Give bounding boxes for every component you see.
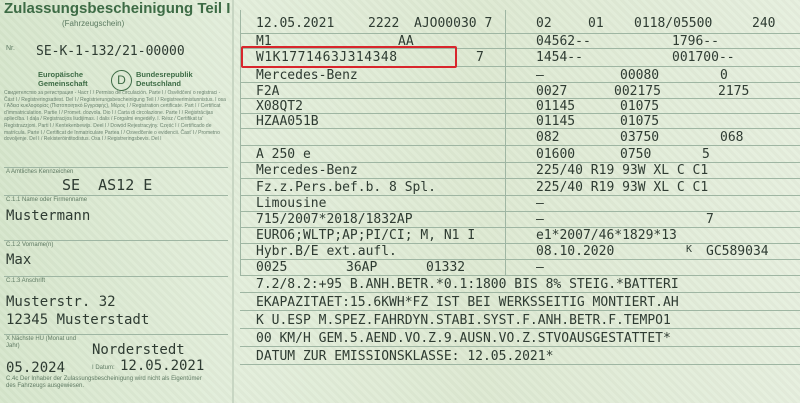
eu-label-right: Bundesrepublik Deutschland bbox=[136, 70, 193, 88]
field-k-type-number: GC589034 bbox=[706, 244, 769, 259]
issue-place: Norderstedt bbox=[92, 342, 185, 358]
grid-line bbox=[240, 113, 800, 114]
date-label: I Datum: bbox=[92, 365, 115, 371]
field-r-empty-2: – bbox=[536, 196, 544, 211]
field-b-first-registration: 12.05.2021 bbox=[256, 16, 335, 31]
multilingual-fine-print: Свидетелство за регистрация - Част I / Permiso de circulación. Parte I / Osvědčení o registraci - Část I / Registreringsattest. Del I / Registrierungsbescheinigung Teil I / Registreerimistunnistus. I osa / Άδεια κυκλοφορίας (Πιστοποιητικό Εγγραφής), Μέρος I / Registration certificate. Part I / Certificat d'immatriculation. Partie I / Promet. dozvola. Dio I / Carta di circolazione. Parte I / Reģistrācijas apliecība. I daļa / Registracijos liudijimas. I dalis / Forgalmi engedély. I. Rész / Certifikat ta' Registrazzjoni. Parti I / Kentekenbewijs. Deel I / Dowód Rejestracyjny. Część I / Certificado de matrícula. Parte I / Certificat de înmatriculare Partea I / Osvedčenie o evidencii. Časť I / Prometno dovoljenje. Del I / Rekisteröintitodistus. Osa I / Registreringsbevis. Del I bbox=[4, 90, 226, 143]
grid-line bbox=[240, 128, 800, 129]
field-tire-rear: 225/40 R19 93W XL C C1 bbox=[536, 180, 709, 195]
field-2-1-manufacturer-code: 2222 bbox=[368, 16, 400, 31]
license-plate: SE AS12 E bbox=[62, 176, 153, 194]
field-approval-date: 08.10.2020 bbox=[536, 244, 615, 259]
next-inspection: 05.2024 bbox=[6, 360, 66, 376]
eu-label-left: Europäische Gemeinschaft bbox=[38, 70, 88, 88]
owner-firstname: Max bbox=[6, 252, 32, 268]
field-d2-variant: X08QT2 bbox=[256, 99, 303, 114]
divider bbox=[4, 195, 228, 196]
firstname-label: C.1.2 Vorname(n) bbox=[6, 242, 54, 248]
divider bbox=[4, 167, 228, 168]
field-r-14: 01075 bbox=[620, 99, 660, 114]
field-e-vin: W1K1771463J314348 bbox=[256, 50, 398, 65]
remarks-line-3: K U.ESP M.SPEZ.FAHRDYN.STABI.SYST.F.ANH.BETR.F.TEMPO1 bbox=[256, 313, 671, 328]
field-r-axles: 02 bbox=[536, 16, 552, 31]
field-d2-type: F2A bbox=[256, 84, 280, 99]
field-r-22: 5 bbox=[702, 147, 710, 162]
field-r-19: 068 bbox=[720, 130, 744, 145]
grid-line bbox=[240, 364, 800, 365]
owner-note: C.4c Der Inhaber der Zulassungsbescheinigung wird nicht als Eigentümer des Fahrzeugs ausgewiesen. bbox=[6, 376, 202, 389]
field-r-9: 0 bbox=[720, 68, 728, 83]
field-g-mass-2: 1796-- bbox=[672, 34, 719, 49]
field-f3-mass: 001700-- bbox=[672, 50, 735, 65]
address-street: Musterstr. 32 bbox=[6, 294, 116, 310]
field-r-16: 01075 bbox=[620, 114, 660, 129]
divider bbox=[4, 240, 228, 241]
remarks-line-1: 7.2/8.2:+95 B.ANH.BETR.*0.1:1800 BIS 8% STEIG.*BATTERI bbox=[256, 277, 679, 292]
issue-date: 12.05.2021 bbox=[120, 358, 205, 374]
field-r-13: 01145 bbox=[536, 99, 576, 114]
grid-line bbox=[240, 328, 800, 329]
grid-line bbox=[240, 346, 800, 347]
field-r-15: 01145 bbox=[536, 114, 576, 129]
divider bbox=[4, 276, 228, 277]
field-j-vehicle-class: M1 bbox=[256, 34, 272, 49]
field-r-18: 03750 bbox=[620, 130, 660, 145]
field-r-10: 0027 bbox=[536, 84, 568, 99]
field-k-label: K bbox=[686, 244, 693, 255]
field-5-vehicle-type: Fz.z.Pers.bef.b. 8 Spl. bbox=[256, 180, 437, 195]
field-r-11: 002175 bbox=[614, 84, 661, 99]
grid-line bbox=[240, 178, 800, 179]
field-4-body-type: AA bbox=[398, 34, 414, 49]
panel-divider bbox=[232, 0, 234, 403]
plate-label: A Amtliches Kennzeichen bbox=[6, 169, 74, 175]
field-r-21: 0750 bbox=[620, 147, 652, 162]
field-2-manufacturer: Mercedes-Benz bbox=[256, 163, 358, 178]
field-r-12: 2175 bbox=[718, 84, 750, 99]
field-r-17: 082 bbox=[536, 130, 560, 145]
remarks-line-2: EKAPAZITAET:15.6KWH*FZ IST BEI WERKSSEITIG MONTIERT.AH bbox=[256, 295, 679, 310]
field-p3-fuel: Hybr.B/E ext.aufl. bbox=[256, 244, 397, 259]
document-number: SE-K-1-132/21-00000 bbox=[36, 44, 185, 59]
field-ec-approval: e1*2007/46*1829*13 bbox=[536, 228, 677, 243]
vin-highlight bbox=[241, 46, 457, 68]
field-14-1: 0025 bbox=[256, 260, 288, 275]
grid-line bbox=[240, 310, 800, 311]
field-d2-version: HZAA051B bbox=[256, 114, 319, 129]
field-r-empty-4: – bbox=[536, 260, 544, 275]
field-k-regulation: 715/2007*2018/1832AP bbox=[256, 212, 413, 227]
field-g-mass: 04562-- bbox=[536, 34, 591, 49]
name-label: C.1.1 Name oder Firmenname bbox=[6, 197, 88, 203]
nr-label: Nr. bbox=[6, 45, 15, 52]
remarks-line-4: 00 KM/H GEM.5.AEND.VO.Z.9.AUSN.VO.Z.STVOAUSGESTATTET* bbox=[256, 331, 671, 346]
field-r-empty-1: – bbox=[536, 68, 544, 83]
grid-line bbox=[240, 145, 800, 146]
field-r-empty-3: – bbox=[536, 212, 544, 227]
grid-line bbox=[240, 98, 800, 99]
field-r-8: 00080 bbox=[620, 68, 660, 83]
field-tire-front: 225/40 R19 93W XL C C1 bbox=[536, 163, 709, 178]
hu-label: X Nächste HU (Monat und Jahr) bbox=[6, 336, 77, 349]
field-5-body: Limousine bbox=[256, 196, 327, 211]
field-t-speed: 240 bbox=[752, 16, 776, 31]
document-title: Zulassungsbescheinigung Teil I bbox=[4, 0, 231, 17]
field-f2-permissible-mass: 1454-- bbox=[536, 50, 583, 65]
field-d3-model: A 250 e bbox=[256, 147, 311, 162]
grid-line bbox=[505, 10, 506, 275]
field-p4: 36AP bbox=[346, 260, 378, 275]
field-v7: 01332 bbox=[426, 260, 466, 275]
field-v9-emission-class: EURO6;WLTP;AP;PI/CI; M, N1 I bbox=[256, 228, 476, 243]
owner-name: Mustermann bbox=[6, 208, 91, 224]
left-panel bbox=[0, 0, 232, 403]
address-label: C.1.3 Anschrift bbox=[6, 278, 46, 284]
document-subtitle: (Fahrzeugschein) bbox=[62, 19, 125, 28]
country-code-badge: D bbox=[111, 70, 132, 91]
field-r-driven-axles: 01 bbox=[588, 16, 604, 31]
divider bbox=[4, 334, 228, 335]
field-r-20: 01600 bbox=[536, 147, 576, 162]
grid-line bbox=[240, 275, 800, 276]
field-2-2-type-code: AJO00030 7 bbox=[414, 16, 493, 31]
grid-line bbox=[240, 292, 800, 293]
grid-line bbox=[240, 259, 800, 260]
field-3-vin-check-digit: 7 bbox=[476, 50, 484, 65]
field-r-7: 7 bbox=[706, 212, 714, 227]
field-d1-make: Mercedes-Benz bbox=[256, 68, 358, 83]
remarks-line-5: DATUM ZUR EMISSIONSKLASSE: 12.05.2021* bbox=[256, 349, 554, 364]
address-city: 12345 Musterstadt bbox=[6, 312, 150, 328]
field-p2-power: 0118/05500 bbox=[634, 16, 713, 31]
